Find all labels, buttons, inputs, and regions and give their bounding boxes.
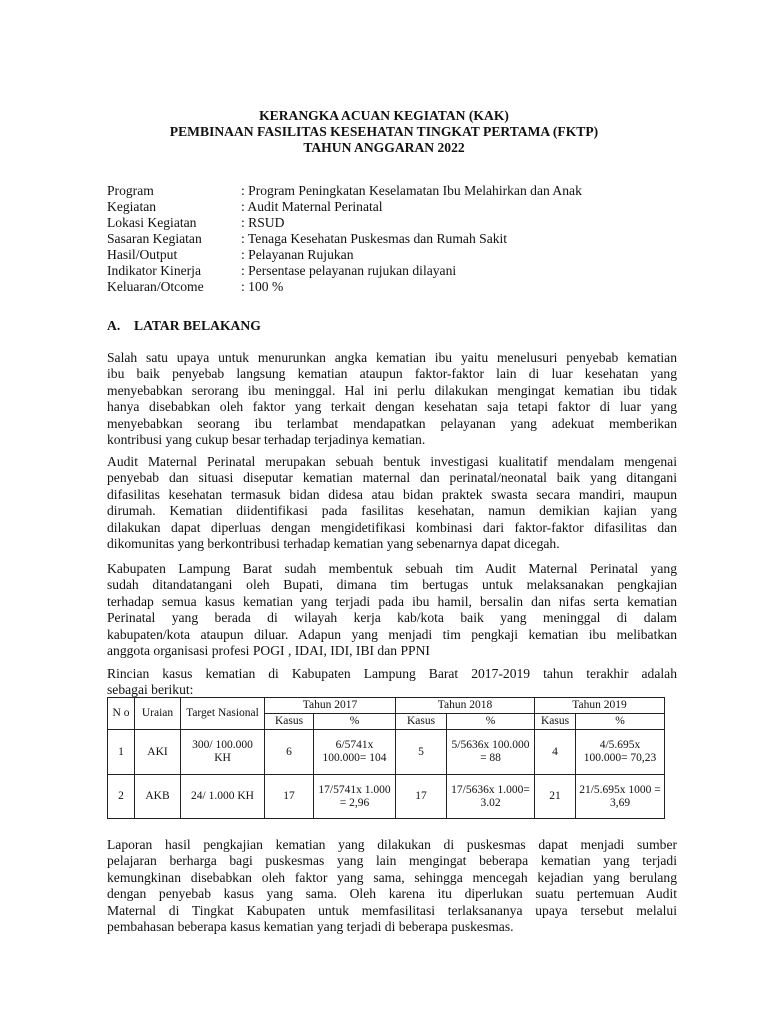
text-line: menyebabkan seorang ibu terlambat mendapatkan pelayanan yang adekuat memberikan [107, 415, 677, 431]
cell-percent-2017: 6/5741x 100.000= 104 [314, 730, 396, 775]
text-line: ibu baik penyebab langsung kematian ataupun faktor-faktor lain di luar kesehatan yang [107, 366, 677, 382]
cell-uraian: AKI [135, 730, 181, 775]
info-label: Hasil/Output [107, 247, 178, 262]
info-label: Indikator Kinerja [107, 263, 201, 278]
text-line: Salah satu upaya untuk menurunkan angka kematian ibu yaitu menelusuri penyebab kematian [107, 350, 677, 365]
cell-percent-2019: 4/5.695x 100.000= 70,23 [576, 730, 665, 775]
info-row [107, 231, 582, 247]
text-line: difasilitas kesehatan termasuk bidan didesa atau bidan praktek swasta secara mandiri, maupun [107, 486, 677, 502]
info-label: Kegiatan [107, 199, 157, 214]
title-line-2: PEMBINAAN FASILITAS KESEHATAN TINGKAT PERTAMA (FKTP) [169, 124, 599, 139]
info-label: Sasaran Kegiatan [107, 231, 202, 246]
text-line: Maternal di Tingkat Kabupaten untuk memfasilitasi terlaksananya upaya tersebut melalui [107, 902, 677, 918]
info-value: : Pelayanan Rujukan [241, 247, 354, 262]
text-line: Kabupaten Lampung Barat sudah membentuk sebuah tim Audit Maternal Perinatal yang [107, 561, 677, 576]
header-year-2017: Tahun 2017 [265, 698, 396, 714]
text-line: sebagai berikut: [107, 682, 194, 698]
paragraph-2 [107, 454, 677, 552]
title-line-3: TAHUN ANGGARAN 2022 [303, 140, 465, 155]
text-line: Audit Maternal Perinatal merupakan sebuah bentuk investigasi kualitatif mendalam mengenai [107, 454, 677, 469]
cell-kasus-2017: 17 [265, 775, 314, 819]
info-value: : Tenaga Kesehatan Puskesmas dan Rumah Sakit [241, 231, 508, 246]
info-label: Keluaran/Otcome [107, 279, 204, 294]
info-value: : RSUD [241, 215, 285, 230]
document-title-block [0, 108, 768, 156]
cell-uraian: AKB [135, 775, 181, 819]
cell-percent-2017: 17/5741x 1.000 = 2,96 [314, 775, 396, 819]
header-kasus: Kasus [535, 714, 576, 730]
info-row [107, 215, 582, 231]
header-target: Target Nasional [181, 698, 265, 730]
header-percent: % [314, 714, 396, 730]
cell-percent-2019: 21/5.695x 1000 = 3,69 [576, 775, 665, 819]
paragraph-1 [107, 350, 677, 448]
header-year-2019: Tahun 2019 [535, 698, 665, 714]
cell-percent-2018: 5/5636x 100.000 = 88 [447, 730, 535, 775]
paragraph-5 [107, 837, 677, 935]
text-line: dilakukan dapat diperluas dengan mengidetifikasi kombinasi dari faktor-faktor difasilitas dan [107, 519, 677, 535]
info-row [107, 279, 582, 295]
cell-target: 24/ 1.000 KH [181, 775, 265, 819]
cell-target: 300/ 100.000 KH [181, 730, 265, 775]
header-kasus: Kasus [265, 714, 314, 730]
text-line: dirumah. Kematian diidentifikasi pada fasilitas kesehatan, namun demikian kajian yang [107, 503, 677, 519]
info-label: Program [107, 183, 154, 198]
text-line: dikomunitas yang berkontribusi terhadap kematian yang sebenarnya dapat dicegah. [107, 535, 560, 551]
cell-kasus-2018: 5 [396, 730, 447, 775]
cell-no: 2 [108, 775, 135, 819]
cell-percent-2018: 17/5636x 1.000= 3.02 [447, 775, 535, 819]
info-row [107, 263, 582, 279]
text-line: Perinatal yang berada di wilayah kerja kab/kota baik yang meninggal di dalam [107, 610, 677, 626]
info-label: Lokasi Kegiatan [107, 215, 197, 230]
info-value: : Program Peningkatan Keselamatan Ibu Melahirkan dan Anak [241, 183, 582, 198]
text-line: dengan penyebab kasus yang sama. Oleh karena itu diperlukan suatu pertemuan Audit [107, 886, 677, 902]
header-year-2018: Tahun 2018 [396, 698, 535, 714]
table-row [108, 775, 665, 819]
cell-kasus-2019: 4 [535, 730, 576, 775]
table-header-row [108, 698, 665, 714]
info-value: : 100 % [241, 279, 284, 294]
text-line: kabupaten/kota ataupun diluar. Adapun yang menjadi tim pengkaji kematian ibu melibatkan [107, 626, 677, 642]
activity-info [107, 183, 582, 295]
header-percent: % [576, 714, 665, 730]
header-percent: % [447, 714, 535, 730]
text-line: sudah ditandatangani oleh Bupati, dimana tim bertugas untuk melaksanakan pengkajian [107, 577, 677, 593]
info-row [107, 247, 582, 263]
table-row [108, 730, 665, 775]
cell-kasus-2017: 6 [265, 730, 314, 775]
cell-no: 1 [108, 730, 135, 775]
text-line: Laporan hasil pengkajian kematian yang dilakukan di puskesmas dapat menjadi sumber [107, 837, 677, 852]
text-line: menyebabkan serorang ibu meninggal. Hal ini perlu dilakukan mengingat kematian ibu tidak [107, 382, 677, 398]
paragraph-4 [107, 666, 677, 699]
text-line: kontribusi yang cukup besar terhadap terjadinya kematian. [107, 431, 426, 447]
info-value: : Audit Maternal Perinatal [241, 199, 383, 214]
info-value: : Persentase pelayanan rujukan dilayani [241, 263, 457, 278]
text-line: kemungkinan disebabkan oleh faktor yang sama, sehingga mencegah kejadian yang berulang [107, 869, 677, 885]
paragraph-3 [107, 561, 677, 659]
cell-kasus-2019: 21 [535, 775, 576, 819]
section-title: LATAR BELAKANG [134, 318, 261, 333]
section-heading-a [107, 318, 261, 335]
text-line: pelajaran berharga bagi puskesmas yang lain mengingat beberapa kematian yang terjadi [107, 853, 677, 869]
info-row [107, 199, 582, 215]
info-row [107, 183, 582, 199]
text-line: Rincian kasus kematian di Kabupaten Lampung Barat 2017-2019 tahun terakhir adalah [107, 666, 677, 681]
text-line: anggota organisasi profesi POGI , IDAI, IDI, IBI dan PPNI [107, 642, 430, 658]
title-line-1: KERANGKA ACUAN KEGIATAN (KAK) [259, 108, 509, 123]
section-number: A. [107, 318, 121, 333]
text-line: terhadap semua kasus kematian yang terjadi pada ibu hamil, bersalin dan nifas serta kematian [107, 593, 677, 609]
header-kasus: Kasus [396, 714, 447, 730]
text-line: penyebab dan situasi diseputar kematian maternal dan perinatal/neonatal baik yang ditangani [107, 470, 677, 486]
header-no: N o [108, 698, 135, 730]
header-uraian: Uraian [135, 698, 181, 730]
cell-kasus-2018: 17 [396, 775, 447, 819]
text-line: hanya disebabkan oleh faktor yang terkait dengan kesehatan saja tetapi faktor di luar yang [107, 399, 677, 415]
maternal-death-table [107, 697, 665, 819]
text-line: pembahasan beberapa kasus kematian yang terjadi di beberapa puskesmas. [107, 918, 514, 934]
